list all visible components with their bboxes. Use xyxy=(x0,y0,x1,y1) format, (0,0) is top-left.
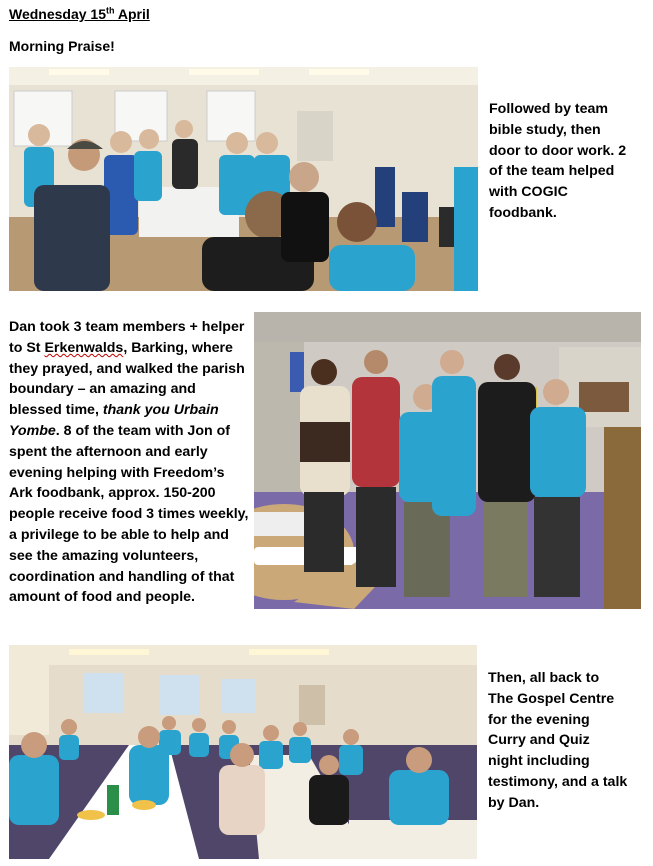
curry-quiz-paragraph: Then, all back to The Gospel Centre for the evening Curry and Quiz night including testimony, and a talk by Dan. xyxy=(488,670,628,811)
paragraph-part-d: . 8 of the team with Jon of spent the afternoon and early evening helping with Freedom’s Ark foodbank, approx. 150-200 people receive food 3 times weekly, a privilege to be able to help and see the amazing volunteers, coordination and handling of that amount of food and people. xyxy=(9,422,249,606)
group-photo xyxy=(254,312,641,609)
morning-praise-photo xyxy=(9,67,478,291)
date-prefix: Wednesday 15 xyxy=(9,6,107,22)
morning-praise-heading: Morning Praise! xyxy=(9,38,115,54)
erkenwalds-foodbank-paragraph xyxy=(9,317,251,608)
spellcheck-word: Erkenwalds xyxy=(44,339,124,356)
paragraph-part-c: , Barking, where they prayed, and walked the parish boundary – an amazing and blessed time, xyxy=(9,339,245,419)
curry-quiz-night-photo xyxy=(9,645,477,859)
date-month: April xyxy=(114,6,150,22)
paragraph-part-a: Dan took 3 team members + helper to St xyxy=(9,319,245,356)
date-ordinal: th xyxy=(106,5,115,16)
date-heading xyxy=(9,6,150,22)
thanks-italic: thank you Urbain Yombe xyxy=(9,402,219,439)
bible-study-paragraph: Followed by team bible study, then door to door work. 2 of the team helped with COGIC foodbank. xyxy=(489,101,627,221)
